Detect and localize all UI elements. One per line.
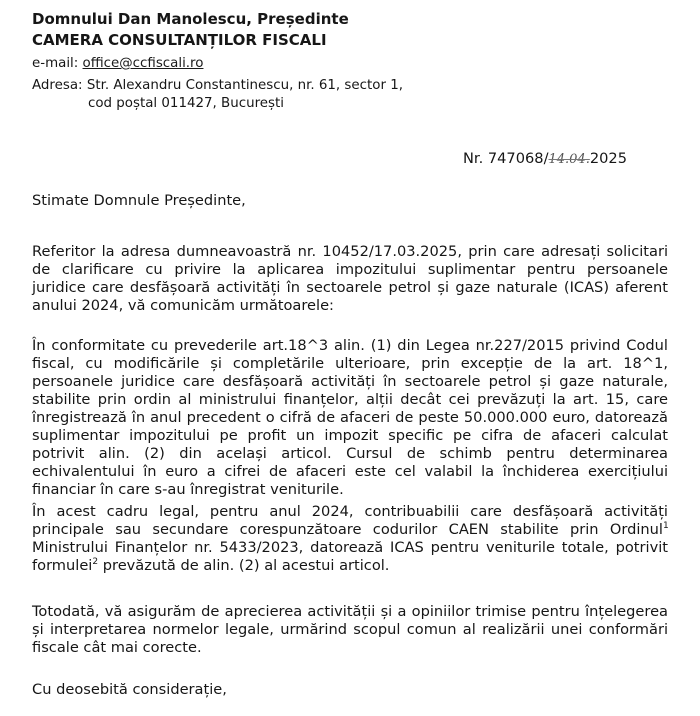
body-line: stabilite prin ordin al ministrului finanțelor, alții decât cei prevăzuți la art. 15, care (32, 391, 668, 408)
body-line: echivalentului în euro a cifrei de afaceri este cel valabil la închiderea exercițiului (32, 463, 668, 480)
address-street: Str. Alexandru Constantinescu, nr. 61, sector 1, (86, 78, 403, 93)
recipient-name: Domnului Dan Manolescu, Președinte (32, 10, 349, 28)
body-line: Ministrului Finanțelor nr. 5433/2023, datorează ICAS pentru veniturile totale, potrivit (32, 539, 668, 556)
body-line-text: prevăzută de alin. (2) al acestui articol. (98, 557, 390, 574)
salutation: Stimate Domnule Președinte, (32, 192, 246, 209)
closing-line: și interpretarea normelor legale, urmărind scopul comun al realizării unei conformări (32, 621, 668, 638)
email-link[interactable]: office@ccfiscali.ro (82, 56, 204, 71)
body-line-text: principale sau secundare corespunzătoare codurilor CAEN stabilite prin Ordinul (32, 521, 663, 538)
reference-year: 2025 (589, 150, 627, 167)
recipient-organization: CAMERA CONSULTANȚILOR FISCALI (32, 31, 327, 49)
body-line: În acest cadru legal, pentru anul 2024, contribuabilii care desfășoară activități (32, 503, 668, 520)
handwritten-date: 14.04. (548, 152, 590, 167)
address-line-2: cod poștal 011427, București (88, 96, 284, 111)
reference-number (463, 150, 627, 169)
footnote-marker: 1 (663, 521, 669, 531)
address-line-1 (32, 77, 403, 95)
body-line: În conformitate cu prevederile art.18^3 alin. (1) din Legea nr.227/2015 privind Codul (32, 337, 668, 354)
reference-prefix: Nr. 747068/ (463, 150, 549, 167)
address-label: Adresa: (32, 78, 87, 93)
footnote-marker: 2 (92, 557, 99, 567)
body-line (32, 521, 668, 539)
closing-line: fiscale cât mai corecte. (32, 639, 202, 656)
intro-line: anului 2024, vă comunicăm următoarele: (32, 297, 334, 314)
body-line: persoanele juridice care desfășoară activități în sectoarele petrol și gaze naturale, (32, 373, 668, 390)
intro-line: de clarificare cu privire la aplicarea impozitului suplimentar pentru persoanele (32, 261, 668, 278)
body-line: potrivit alin. (2) din același articol. Cursul de schimb pentru determinarea (32, 445, 668, 462)
body-line: suplimentar impozitului pe profit un impozit specific pe cifra de afaceri calculat (32, 427, 668, 444)
body-line: fiscal, cu modificările și completările ulterioare, prin excepție de la art. 18^1, (32, 355, 668, 372)
body-line: înregistrează în anul precedent o cifră de afaceri de peste 50.000.000 euro, datorează (32, 409, 668, 426)
email-line (32, 55, 203, 73)
email-label: e-mail: (32, 56, 83, 71)
signoff: Cu deosebită considerație, (32, 681, 227, 698)
body-line: financiar în care s-au înregistrat veniturile. (32, 481, 344, 498)
intro-line: juridice care desfășoară activități în sectoarele petrol și gaze naturale (ICAS) aferent (32, 279, 668, 296)
intro-line: Referitor la adresa dumneavoastră nr. 10452/17.03.2025, prin care adresați solicitari (32, 243, 668, 260)
body-line (32, 557, 389, 575)
closing-line: Totodată, vă asigurăm de aprecierea activității și a opiniilor trimise pentru înțelegerea (32, 603, 668, 620)
body-line-text: formulei (32, 557, 93, 574)
